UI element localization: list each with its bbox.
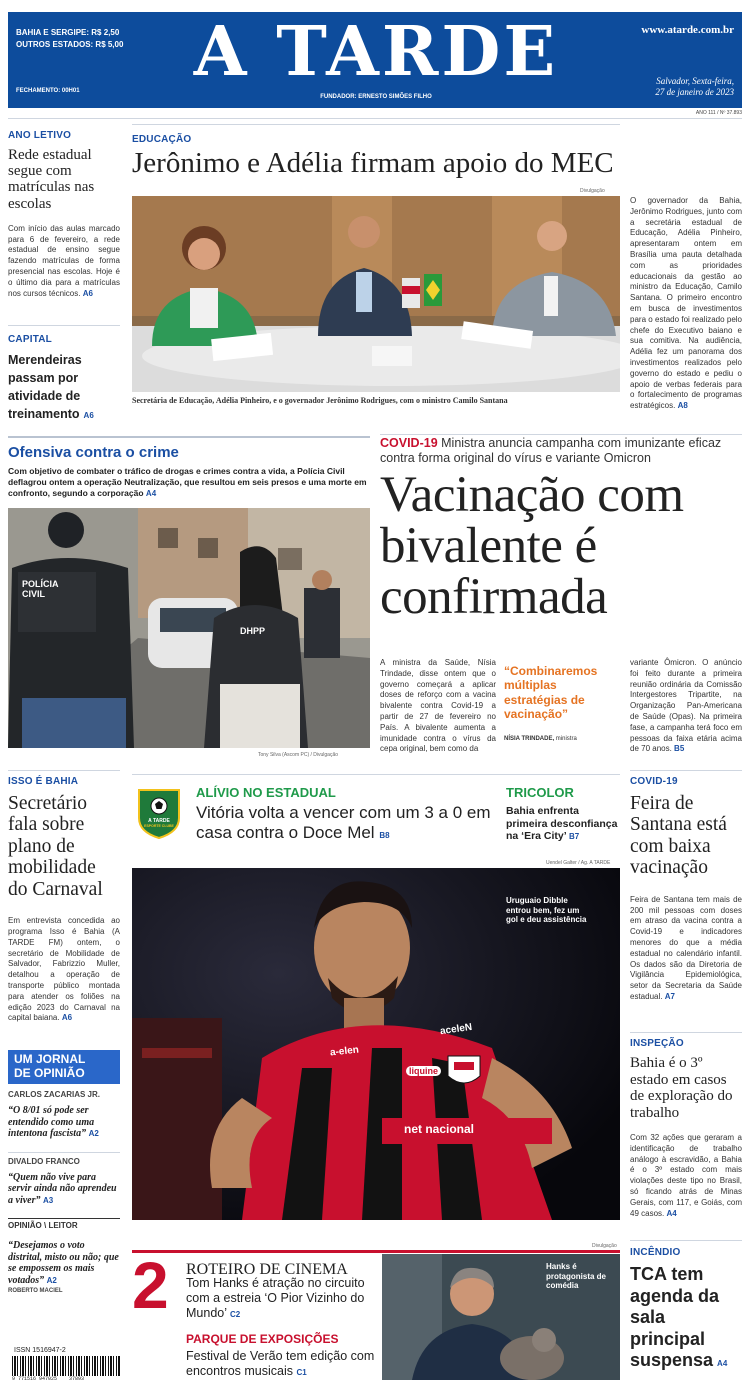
headline-bahia[interactable]: Bahia enfrenta primeira desconfiança na ‘Era City’ [506,805,618,843]
opinion-section: OPINIÃO \ LEITOR [8,1221,78,1230]
headline-festival[interactable]: Festival de Verão tem edição com encontros musicais [186,1349,375,1378]
opinion-divider-2 [8,1218,120,1219]
story-tca[interactable] [630,1247,742,1372]
caderno2-number: 2 [132,1248,169,1322]
divider-left-2 [8,770,120,771]
divider-right-3 [630,1240,742,1241]
shirt-sponsor-2: aceleN [439,1021,473,1038]
opinion-label-line1: UM JORNAL [14,1052,86,1066]
story-ano-letivo[interactable] [8,130,120,299]
headline-vitoria-wrap[interactable] [196,803,494,844]
vest-text-policia: POLÍCIA CIVIL [22,579,59,599]
opinion-quote2-wrap[interactable] [8,1172,120,1207]
price-bahia: BAHIA E SERGIPE: R$ 2,50 [16,28,120,37]
kicker-inspecao: INSPEÇÃO [630,1038,684,1049]
body-rede-estadual-text: Com início das aulas marcado para 6 de fevereiro, a rede estadual de ensino segue fazendo matrículas de forma presencial nas escolas. Hoje é o último dia para a matrículas nos cursos técnicos. [8,223,120,298]
headline-vitoria[interactable]: Vitória volta a vencer com um 3 a 0 em casa contra o Doce Mel [196,803,491,843]
ref-lead[interactable]: A8 [677,401,688,411]
lead-body [630,196,742,412]
opinion-author2: DIVALDO FRANCO [8,1156,80,1166]
lead-photo-credit: Divulgação [580,188,605,194]
caderno2-top-rule [132,1250,620,1253]
sports-badge [136,788,182,840]
crime-photo-credit: Tony Silva (Ascom PC) / Divulgação [258,752,339,758]
kicker-incendio: INCÊNDIO [630,1247,681,1258]
city-date-line1: Salvador, Sexta-feira, [656,76,734,86]
sports-photo-caption: Uruguaio Dibble entrou bem, fez um gol e deu assistência [506,896,587,925]
ref-rede-estadual[interactable]: A6 [82,288,93,298]
shirt-sponsor-3: liquine [406,1066,441,1076]
body-exploracao [630,1133,742,1219]
kicker-isso-e-bahia: ISSO É BAHIA [8,776,79,787]
badge-line2: ESPORTE CLUBE [144,824,174,828]
opinion-author1: CARLOS ZACARIAS JR. [8,1090,101,1099]
caderno2-story1[interactable] [186,1276,372,1321]
headline-merendeiras[interactable]: Merendeiras passam por atividade de treinamento [8,353,82,421]
opinion-column [8,1090,120,1294]
sports-photo-credit: Uendel Galter / Ag. A TARDE [546,860,611,866]
ref-opinion2[interactable]: A3 [43,1195,54,1205]
vaccine-deck-wrap [380,436,742,466]
fechamento: FECHAMENTO: 00H01 [16,88,80,94]
opinion-author3: ROBERTO MACIEL [8,1288,63,1294]
lead-body-text: O governador da Bahia, Jerônimo Rodrigues, junto com a secretária estadual de Educação, Adélia Pinheiro, apresentaram ontem em Brasília uma pauta detalhada com as prioridades educacionais da gestão ao ministro da Educação, Camilo Santana. O primeiro encontro em busca de investimentos para o estado foi realizado pelo chefe do Executivo baiano e sua comitiva. Na audiência, Adélia fez um panorama dos investimentos realizados pelo governo do estado e pediu o apoio de verbas federais para o fortalecimento de programas estratégicos. [630,196,742,411]
body-secretario [8,916,120,1024]
headline-jeronimo[interactable]: Jerônimo e Adélia firmam apoio do MEC [132,147,614,179]
divider-left-1 [8,325,120,326]
kicker-ano-letivo: ANO LETIVO [8,130,72,141]
quote-role: ministra [555,735,577,742]
divider-right-1 [630,770,742,771]
lead-caption: Secretária de Educação, Adélia Pinheiro, e o governador Jerônimo Rodrigues, com o ministro Camilo Santana [132,396,508,405]
headline-vacinacao[interactable]: Vacinação com bivalente é confirmada [380,467,684,625]
ref-tca[interactable]: A4 [717,1359,728,1369]
headline-exploracao[interactable]: Bahia é o 3º estado em casos de exploração do trabalho [630,1055,733,1121]
price-outros: OUTROS ESTADOS: R$ 5,00 [16,40,124,49]
ref-tom-hanks[interactable]: C2 [230,1310,241,1319]
shirt-sponsor-4: net nacional [404,1122,475,1136]
caderno2-photo-caption: Hanks é protagonista de comédia [546,1262,607,1291]
vest-text-dhpp: DHPP [240,626,266,636]
opinion-quote3-wrap[interactable] [8,1240,120,1286]
story-isso-e-bahia[interactable] [8,776,120,1024]
ref-festival[interactable]: C1 [296,1368,307,1377]
story-capital[interactable] [8,334,120,423]
ref-vitoria[interactable]: B8 [379,831,390,841]
ref-crime[interactable]: A4 [145,489,157,499]
city-date-line2: 27 de janeiro de 2023 [655,86,734,97]
kicker-roteiro: ROTEIRO DE CINEMA [186,1261,348,1278]
kicker-parque: PARQUE DE EXPOSIÇÕES [186,1332,339,1346]
body-feira [630,895,742,1003]
shirt-sponsor-1: a-elen [329,1044,360,1059]
ref-feira[interactable]: A7 [664,991,675,1001]
barcode [12,1356,120,1376]
kicker-capital: CAPITAL [8,334,52,345]
ref-merendeiras[interactable]: A6 [83,411,94,420]
divider-right-2 [630,1032,742,1033]
story-feira-de-santana[interactable] [630,776,742,1003]
headline-tca-wrap [630,1264,742,1372]
vaccine-body-right [630,658,742,755]
opinion-quote1: “O 8/01 só pode ser entendido como uma intentona fascista” [8,1105,95,1139]
sports-divider [132,774,620,775]
website-link[interactable]: www.atarde.com.br [641,24,734,36]
crime-deck-text: Com objetivo de combater o tráfico de drogas e crimes contra a vida, a Polícia Civil deflagrou ontem a operação Neutralização, que resultou em seis presos e uma morte em confronto, segundo a corporação [8,466,367,499]
barcode-digits: 9 771516 947025 37893 [12,1376,85,1382]
opinion-quote2: “Quem não vive para servir ainda não aprendeu a viver” [8,1171,117,1206]
crime-divider [8,436,370,438]
quote-author: NÍSIA TRINDADE, [504,735,555,742]
headline-ofensiva[interactable]: Ofensiva contra o crime [8,444,179,461]
kicker-tricolor: TRICOLOR [506,785,574,800]
ref-bahia[interactable]: B7 [569,832,580,842]
opinion-label [8,1050,120,1084]
ref-vaccine[interactable]: B5 [674,744,685,754]
opinion-quote1-wrap[interactable] [8,1105,120,1140]
headline-tom-hanks[interactable]: Tom Hanks é atração no circuito com a estreia ‘O Pior Vizinho do Mundo’ [186,1276,365,1320]
vaccine-quote-box [504,664,622,742]
headline-rede-estadual[interactable]: Rede estadual segue com matrículas nas escolas [8,147,95,212]
headline-tca[interactable]: TCA tem agenda da sala principal suspensa [630,1264,720,1371]
masthead-divider [8,118,742,119]
crime-photo-illustration [8,508,370,748]
vaccine-body-left: A ministra da Saúde, Nísia Trindade, disse ontem que o governo começará a aplicar doses de reforço com a vacina bivalente contra Covid-19 a partir de 27 de fevereiro no País. A bivalente aumenta a imunidade contra o vírus da cepa original, bem como da [380,658,496,754]
ref-exploracao[interactable]: A4 [666,1208,677,1218]
vaccine-body-right-text: variante Ômicron. O anúncio foi feito durante a primeira reunião ordinária da Comissão Intergestores Tripartite, na Organização Pan-Americana de Saúde (Opas). Na primeira fase, a campanha terá foco em pessoas da faixa etária acima de 70 anos. [630,658,742,754]
sports-photo [132,868,620,1220]
shield-icon [136,788,182,840]
crime-deck [8,466,370,499]
caderno2-story2[interactable] [186,1349,376,1379]
ref-opinion1[interactable]: A2 [88,1129,99,1138]
vaccine-divider [380,434,742,435]
body-rede-estadual [8,224,120,300]
vaccine-quote-attrib [504,736,622,742]
kicker-educacao: EDUCAÇÃO [132,134,192,145]
founder: FUNDADOR: ERNESTO SIMÕES FILHO [320,94,432,100]
masthead [8,12,742,108]
crime-photo [8,508,370,748]
ref-secretario[interactable]: A6 [61,1013,73,1023]
opinion-divider-1 [8,1152,120,1153]
edition-number: ANO 111 / Nº 37.893 [695,110,742,116]
ref-opinion3[interactable]: A2 [46,1275,57,1285]
opinion-label-line2: DE OPINIÃO [14,1065,85,1080]
kicker-covid-right: COVID-19 [630,776,678,787]
issn-text: ISSN 1516947-2 [14,1347,66,1354]
masthead-title: A TARDE [193,12,559,92]
story-inspecao[interactable] [630,1038,742,1219]
caderno2-photo [382,1254,620,1380]
lead-divider [132,124,620,125]
lead-photo [132,196,620,392]
kicker-covid: COVID-19 [380,436,438,450]
badge-line1: A TARDE [148,818,170,824]
kicker-alivio: ALÍVIO NO ESTADUAL [196,785,336,800]
caderno2-photo-credit: Divulgação [592,1243,617,1249]
headline-bahia-wrap[interactable] [506,805,620,843]
body-secretario-text: Em entrevista concedida ao programa Isso é Bahia (A TARDE FM) ontem, o secretário de Mobilidade de Salvador, Fabrizzio Muller, detalhou a operação de transporte público montada para atender os foliões na edição 2023 do Carnaval na capital baiana. [8,916,120,1023]
city-date [655,76,734,98]
lead-photo-illustration [132,196,620,392]
vaccine-quote: “Combinaremos múltiplas estratégias de vacinação” [504,664,598,722]
opinion-quote3: “Desejamos o voto distrital, misto ou não; que se empossem os mais votados” [8,1240,119,1286]
body-feira-text: Feira de Santana tem mais de 200 mil pessoas com doses em atraso da vacina contra a Covid-19 e indicadores menores do que a média estadual no calendário infantil. Os dados são da Diretoria de Vigilância Epidemiológica, setor da Secretaria da Saúde estadual. [630,894,742,1001]
headline-feira[interactable]: Feira de Santana está com baixa vacinação [630,793,727,879]
headline-secretario[interactable]: Secretário fala sobre plano de mobilidade do Carnaval [8,793,103,900]
headline-merendeiras-wrap [8,351,120,423]
body-exploracao-text: Com 32 ações que geraram a identificação de trabalho análogo à escravidão, a Bahia é o 3º estado com mais violações deste tipo no Brasil, só ficando atrás de Minas Gerais, com 117, e Goiás, com 49 casos. [630,1133,742,1218]
vaccine-deck: Ministra anuncia campanha com imunizante eficaz contra forma original do vírus e variante Omicron [380,436,722,465]
